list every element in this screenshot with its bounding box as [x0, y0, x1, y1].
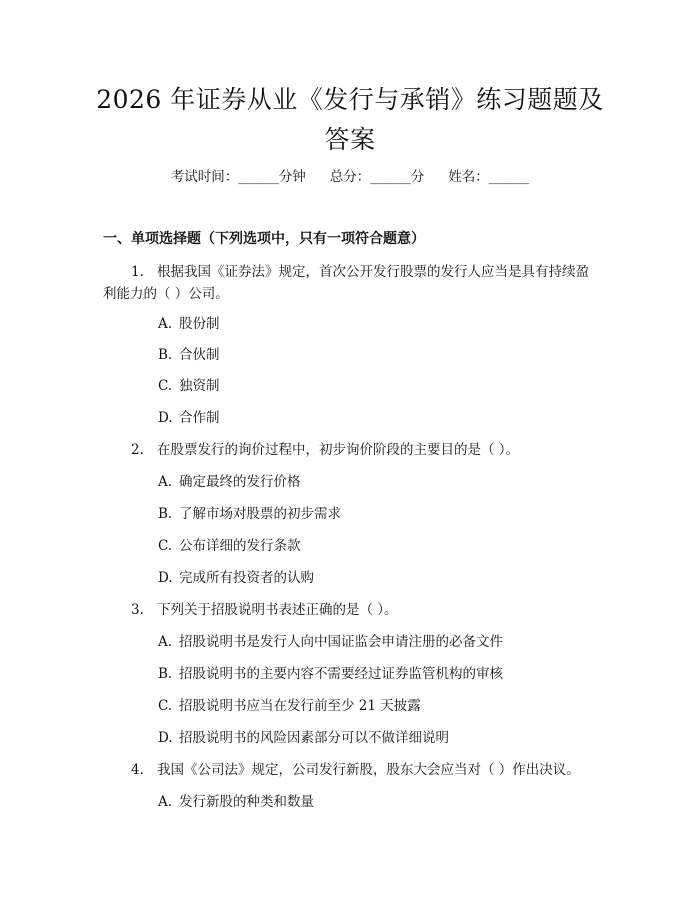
question-2-option-d: D. 完成所有投资者的认购: [158, 570, 314, 586]
question-number: 1.: [131, 264, 144, 280]
question-1-option-a: A. 股份制: [158, 316, 220, 332]
question-text: 我国《公司法》规定，公司发行新股，股东大会应当对（ ）作出决议。: [157, 762, 580, 778]
total-score-label: 总分：______分: [329, 169, 425, 185]
name-label: 姓名：______: [448, 169, 530, 185]
question-number: 2.: [131, 442, 144, 458]
question-3-option-c: C. 招股说明书应当在发行前至少 21 天披露: [158, 698, 421, 714]
question-2-option-c: C. 公布详细的发行条款: [158, 538, 301, 554]
question-text: 在股票发行的询价过程中，初步询价阶段的主要目的是（ ）。: [157, 442, 520, 458]
question-1-stem: [131, 262, 589, 282]
question-3-option-d: D. 招股说明书的风险因素部分可以不做详细说明: [158, 730, 449, 746]
question-2-stem: [131, 440, 519, 460]
question-3-stem: [131, 600, 398, 620]
question-1-option-b: B. 合伙制: [158, 347, 220, 363]
question-1-option-c: C. 独资制: [158, 378, 220, 394]
question-number: 3.: [131, 602, 144, 618]
question-1-stem-cont: 利能力的（ ）公司。: [103, 286, 229, 302]
question-2-option-b: B. 了解市场对股票的初步需求: [158, 506, 341, 522]
question-number: 4.: [131, 762, 144, 778]
question-4-option-a: A. 发行新股的种类和数量: [158, 794, 314, 810]
question-4-stem: [131, 760, 580, 780]
question-1-option-d: D. 合作制: [158, 410, 220, 426]
question-text: 下列关于招股说明书表述正确的是（ ）。: [157, 602, 398, 618]
section-heading: 一、单项选择题（下列选项中，只有一项符合题意）: [103, 231, 425, 247]
question-text: 根据我国《证券法》规定，首次公开发行股票的发行人应当是具有持续盈: [157, 264, 589, 280]
exam-meta: [0, 167, 700, 187]
question-2-option-a: A. 确定最终的发行价格: [158, 474, 301, 490]
exam-time-label: 考试时间：______分钟: [170, 169, 306, 185]
question-3-option-b: B. 招股说明书的主要内容不需要经过证券监管机构的审核: [158, 666, 503, 682]
question-3-option-a: A. 招股说明书是发行人向中国证监会申请注册的必备文件: [158, 634, 503, 650]
document-title: 2026 年证券从业《发行与承销》练习题题及答案: [96, 85, 604, 154]
